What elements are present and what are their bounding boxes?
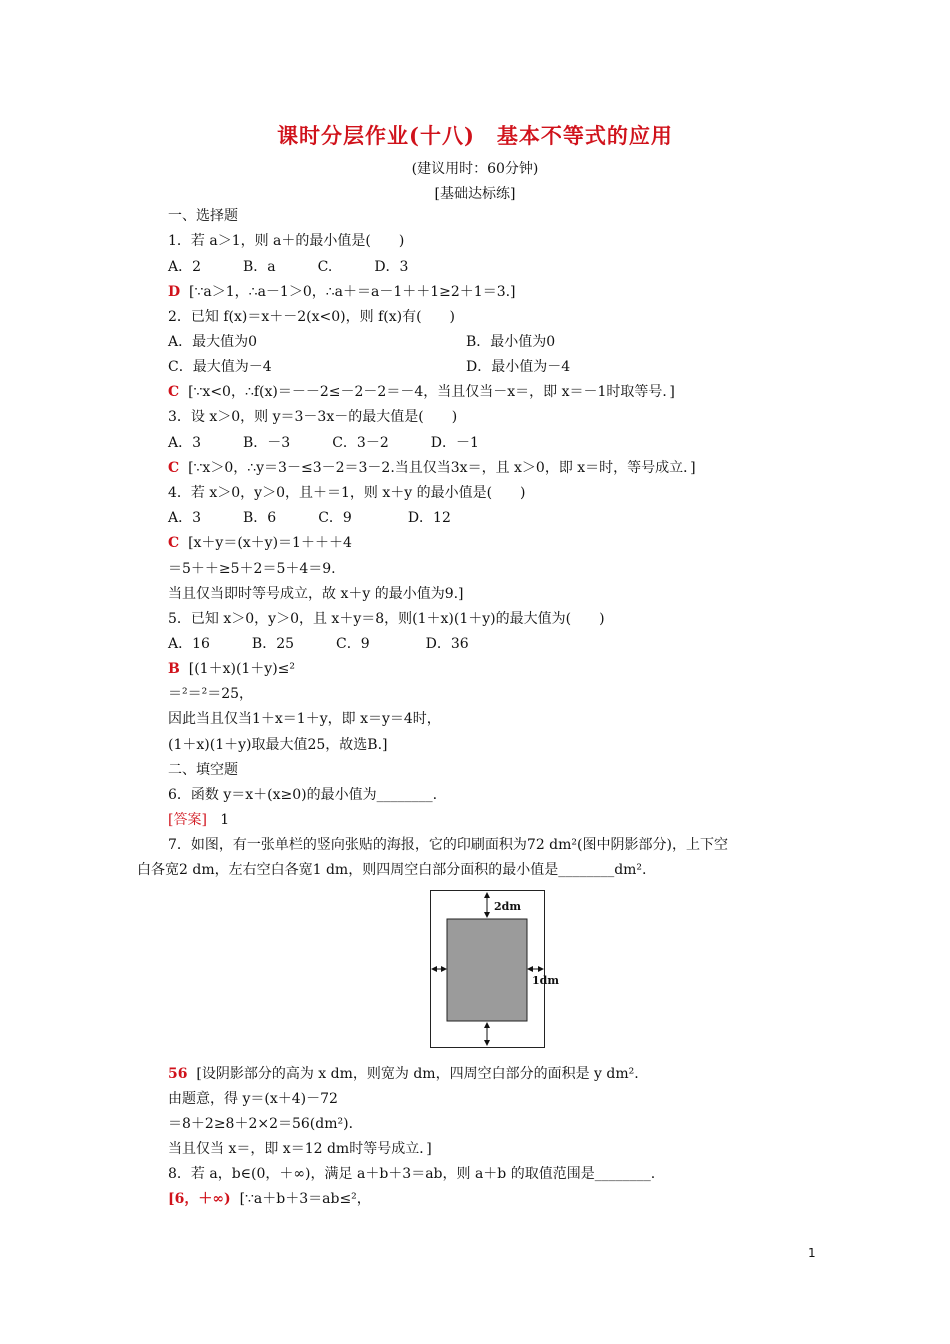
q2-option-a: A．最大值为0 [168,334,258,350]
top-margin-label: 2dm [494,900,521,913]
q7-solution-line-1 [168,1064,639,1084]
q2-option-c: C．最大值为－4 [168,359,272,375]
q1-solution: [∵a＞1，∴a－1＞0，∴a＋＝a－1＋＋1≥2＋1＝3.] [189,284,516,300]
side-margin-label: 1dm [532,974,559,987]
q3-solution-line [168,458,696,478]
q3-answer: C [168,460,180,476]
section-tag: [基础达标练] [434,186,516,202]
q2-option-d: D．最小值为－4 [466,359,571,375]
q8-stem: 8．若 a，b∈(0，＋∞)，满足 a＋b＋3＝ab，则 a＋b 的取值范围是________. [168,1166,656,1182]
q2-solution-line [168,382,675,402]
q5-stem: 5．已知 x＞0，y＞0，且 x＋y＝8，则(1＋x)(1＋y)的最大值为( ) [168,611,605,627]
q1-options: A．2 B．a C. D．3 [168,259,409,275]
suggested-time: (建议用时：60分钟) [411,161,539,177]
q5-solution-line-1 [168,659,295,679]
q1-solution-line [168,282,516,302]
q2-option-b: B．最小值为0 [466,334,556,350]
q4-solution-3: 当且仅当即时等号成立，故 x＋y 的最小值为9.] [168,586,464,602]
page-number: 1 [808,1246,816,1260]
poster-figure [430,890,559,1048]
q7-solution-2: 由题意，得 y＝(x＋4)－72 [168,1091,338,1107]
q6-answer-line [168,810,229,830]
q8-solution-line [168,1189,371,1209]
q4-answer: C [168,535,180,551]
q8-answer: [6，＋∞) [168,1191,231,1207]
q5-solution-4: (1＋x)(1＋y)取最大值25，故选B.] [168,737,388,753]
q4-solution-1: [x＋y＝(x＋y)＝1＋＋＋4 [188,535,352,551]
q1-answer: D [168,284,181,300]
q6-answer: 1 [220,812,230,828]
part2-heading: 二、填空题 [168,762,238,778]
q5-solution-2: ＝²＝²＝25， [168,686,254,702]
q5-answer: B [168,661,180,677]
q5-options: A．16 B．25 C．9 D．36 [168,636,469,652]
q8-solution: [∵a＋b＋3＝ab≤²， [239,1191,371,1207]
q3-solution: [∵x＞0，∴y＝3－≤3－2＝3－2.当且仅当3x＝，且 x＞0，即 x＝时，等号成立．] [188,460,696,476]
q6-stem: 6．函数 y＝x＋(x≥0)的最小值为________. [168,787,438,803]
q2-answer: C [168,384,180,400]
q4-solution-line-1 [168,533,352,553]
q4-stem: 4．若 x＞0，y＞0，且＋＝1，则 x＋y 的最小值是( ) [168,485,526,501]
q5-solution-3: 因此当且仅当1＋x＝1＋y，即 x＝y＝4时， [168,711,441,727]
q6-answer-label: [答案] [168,812,207,828]
q2-solution: [∵x<0，∴f(x)＝－－2≤－2－2＝－4，当且仅当－x＝，即 x＝－1时取等号．] [188,384,675,400]
q3-options: A．3 B．－3 C．3－2 D．－1 [168,435,479,451]
part1-heading: 一、选择题 [168,208,238,224]
q7-solution-3: ＝8＋2≥8＋2×2＝56(dm²)． [168,1116,363,1132]
q7-solution-4: 当且仅当 x＝，即 x＝12 dm时等号成立．] [168,1141,432,1157]
q1-stem: 1．若 a＞1，则 a＋的最小值是( ) [168,233,405,249]
page-title: 课时分层作业(十八) 基本不等式的应用 [277,123,673,148]
poster-diagram [431,891,544,1047]
q7-solution-1: [设阴影部分的高为 x dm，则宽为 dm，四周空白部分的面积是 y dm². [196,1066,639,1082]
q7-stem-2: 白各宽2 dm，左右空白各宽1 dm，则四周空白部分面积的最小值是________dm². [137,862,647,878]
q3-stem: 3．设 x＞0，则 y＝3－3x－的最大值是( ) [168,409,458,425]
q4-solution-2: ＝5＋＋≥5＋2＝5＋4＝9. [168,561,336,577]
q7-answer: 56 [168,1066,188,1082]
q2-stem: 2．已知 f(x)＝x＋－2(x<0)，则 f(x)有( ) [168,309,455,325]
q7-stem-1: 7．如图，有一张单栏的竖向张贴的海报，它的印刷面积为72 dm²(图中阴影部分)，上下空 [168,837,728,853]
q4-options: A．3 B．6 C．9 D．12 [168,510,451,526]
q5-solution-1: [(1＋x)(1＋y)≤² [188,661,296,677]
